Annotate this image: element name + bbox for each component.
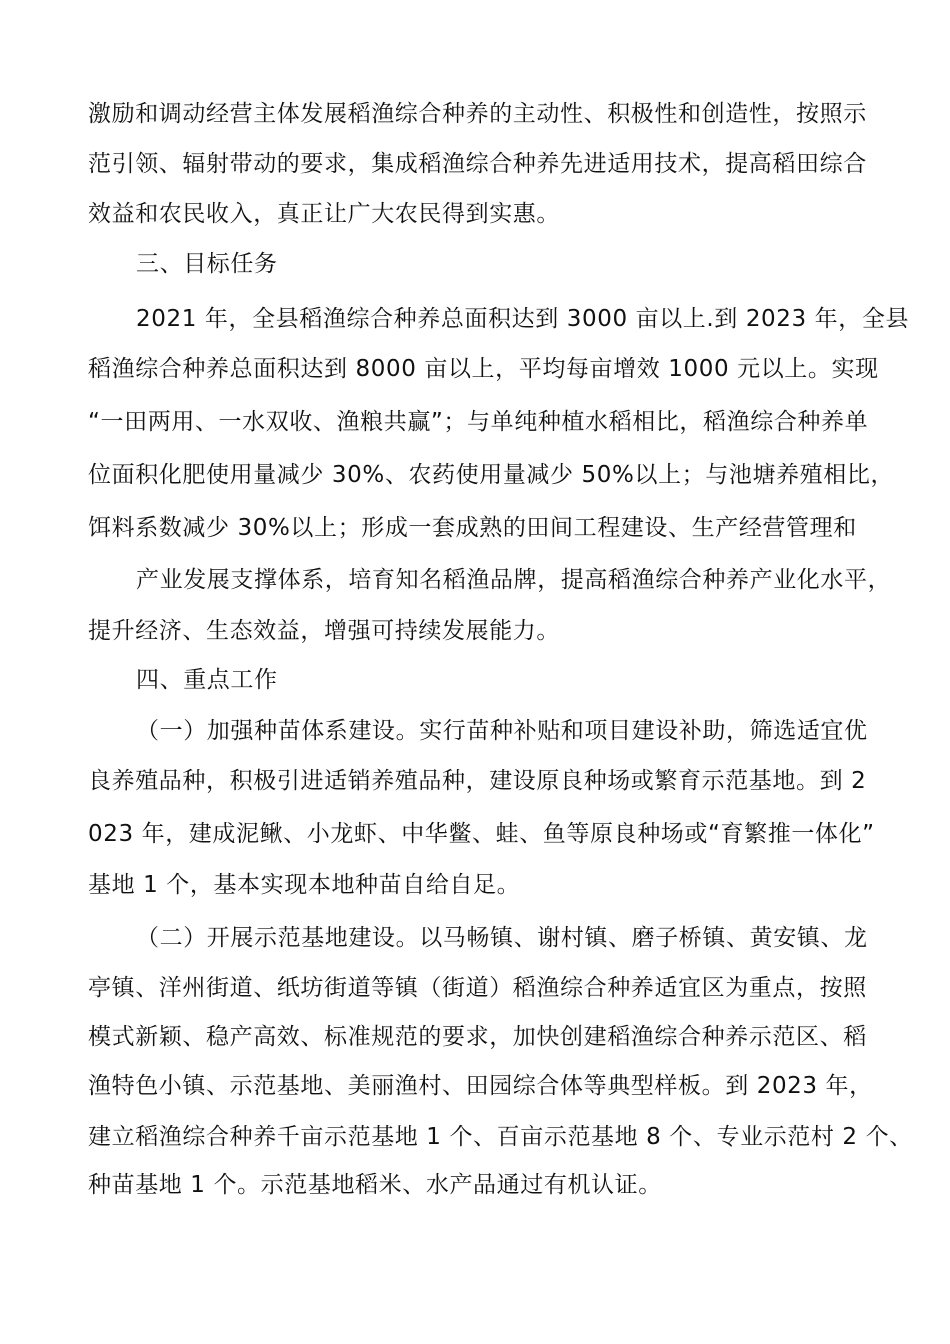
paragraph-line: 023 年，建成泥鳅、小龙虾、中华鳖、蛙、鱼等原良种场或“育繁推一体化” [88, 821, 875, 847]
paragraph-line: 激励和调动经营主体发展稻渔综合种养的主动性、积极性和创造性，按照示 [88, 101, 867, 127]
paragraph-line: 建立稻渔综合种养千亩示范基地 1 个、百亩示范基地 8 个、专业示范村 2 个、 [88, 1124, 913, 1150]
paragraph-line: 饵料系数减少 30%以上；形成一套成熟的田间工程建设、生产经营管理和 [88, 515, 857, 541]
paragraph-line: 位面积化肥使用量减少 30%、农药使用量减少 50%以上；与池塘养殖相比， [88, 462, 895, 488]
paragraph-line: 产业发展支撑体系，培育知名稻渔品牌，提高稻渔综合种养产业化水平， [136, 567, 892, 593]
paragraph-line: 范引领、辐射带动的要求，集成稻渔综合种养先进适用技术，提高稻田综合 [88, 151, 867, 177]
paragraph-line: 效益和农民收入，真正让广大农民得到实惠。 [88, 201, 560, 227]
paragraph-line: 提升经济、生态效益，增强可持续发展能力。 [88, 618, 560, 644]
section-heading-3: 三、目标任务 [136, 251, 278, 277]
paragraph-line: 种苗基地 1 个。示范基地稻米、水产品通过有机认证。 [88, 1172, 662, 1198]
paragraph-line: 基地 1 个，基本实现本地种苗自给自足。 [88, 872, 521, 898]
paragraph-line: 良养殖品种，积极引进适销养殖品种，建设原良种场或繁育示范基地。到 2 [88, 768, 867, 794]
section-heading-4: 四、重点工作 [136, 667, 278, 693]
paragraph-line: 稻渔综合种养总面积达到 8000 亩以上，平均每亩增效 1000 元以上。实现 [88, 356, 879, 382]
paragraph-line: 2021 年，全县稻渔综合种养总面积达到 3000 亩以上.到 2023 年，全县 [136, 306, 910, 332]
paragraph-line: “一田两用、一水双收、渔粮共赢”；与单纯种植水稻相比，稻渔综合种养单 [88, 409, 869, 435]
paragraph-line: 模式新颖、稳产高效、标准规范的要求，加快创建稻渔综合种养示范区、稻 [88, 1024, 867, 1050]
paragraph-line: （一）加强种苗体系建设。实行苗种补贴和项目建设补助，筛选适宜优 [136, 718, 868, 744]
paragraph-line: 亭镇、洋州街道、纸坊街道等镇（街道）稻渔综合种养适宜区为重点，按照 [88, 975, 867, 1001]
paragraph-line: 渔特色小镇、示范基地、美丽渔村、田园综合体等典型样板。到 2023 年， [88, 1073, 873, 1099]
paragraph-line: （二）开展示范基地建设。以马畅镇、谢村镇、磨子桥镇、黄安镇、龙 [136, 925, 868, 951]
